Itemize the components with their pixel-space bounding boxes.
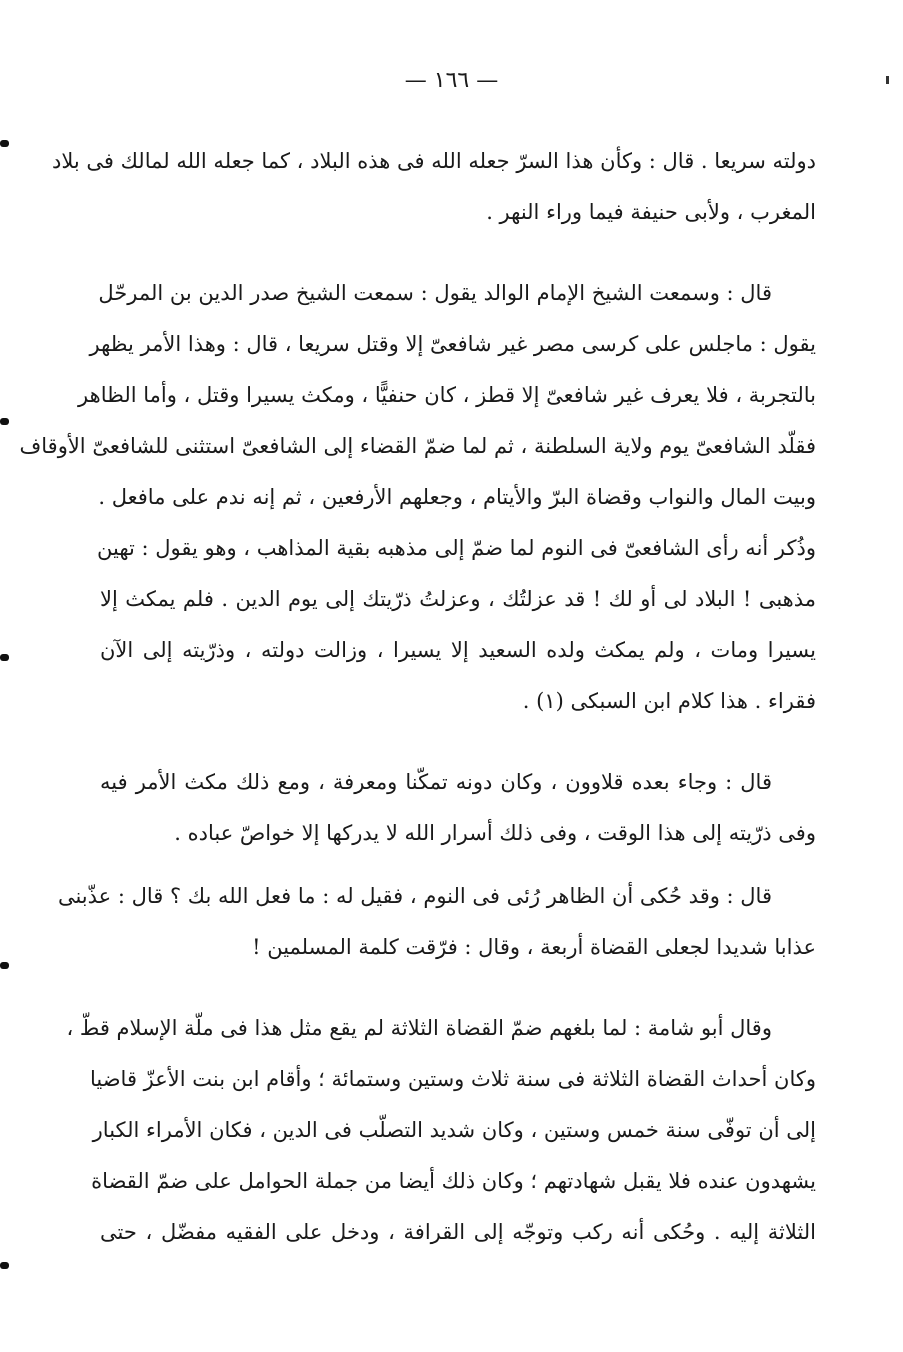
text-line: مذهبى ! البلاد لى أو لك ! قد عزلتُك ، وعزلتُ ذرّيتك إلى يوم الدين . فلم يمكث إلا: [100, 587, 816, 611]
text-line: فقلّد الشافعىّ يوم ولاية السلطنة ، ثم لما ضمّ القضاء إلى الشافعىّ استثنى للشافعىّ الأوقاف: [19, 434, 816, 458]
paragraph: [66, 1003, 816, 1258]
binding-mark: [0, 1262, 9, 1269]
text-line: وذُكر أنه رأى الشافعىّ فى النوم لما ضمّ إلى مذهبه بقية المذاهب ، وهو يقول : تهين: [97, 536, 816, 560]
body-text: [19, 136, 816, 1258]
text-line: يشهدون عنده فلا يقبل شهادتهم ؛ وكان ذلك أيضا من جملة الحوامل على ضمّ القضاة: [91, 1169, 816, 1193]
binding-mark: [0, 654, 9, 661]
scan-speck: [886, 76, 889, 84]
text-line: وبيت المال والنواب وقضاة البرّ والأيتام ، وجعلهم الأرفعين ، ثم إنه ندم على مافعل .: [98, 485, 816, 509]
paragraph: [57, 871, 816, 973]
text-line: وكان أحداث القضاة الثلاثة فى سنة ثلاث وستين وستمائة ؛ وأقام ابن بنت الأعزّ قاضيا: [89, 1067, 816, 1091]
text-line: قال : وسمعت الشيخ الإمام الوالد يقول : سمعت الشيخ صدر الدين بن المرحّل: [98, 281, 772, 305]
paragraph-gap: [100, 238, 816, 268]
paragraph-gap: [100, 727, 816, 757]
text-line: المغرب ، ولأبى حنيفة فيما وراء النهر .: [486, 200, 816, 224]
text-line: يسيرا ومات ، ولم يمكث ولده السعيد إلا يسيرا ، وزالت دولته ، وذرّيته إلى الآن: [100, 638, 816, 662]
paragraph-gap: [100, 859, 816, 871]
paragraph-gap: [100, 973, 816, 1003]
binding-mark: [0, 962, 9, 969]
text-line: فقراء . هذا كلام ابن السبكى (١) .: [522, 689, 816, 713]
paragraph: [51, 136, 816, 238]
paragraph: [100, 757, 816, 859]
binding-mark: [0, 140, 9, 147]
text-line: قال : وجاء بعده قلاوون ، وكان دونه تمكّنا ومعرفة ، ومع ذلك مكث الأمر فيه: [100, 770, 772, 794]
paragraph: [19, 268, 816, 727]
text-line: عذابا شديدا لجعلى القضاة أربعة ، وقال : فرّقت كلمة المسلمين !: [252, 935, 816, 959]
text-line: دولته سريعا . قال : وكأن هذا السرّ جعله الله فى هذه البلاد ، كما جعله الله لمالك فى بلاد: [51, 149, 816, 173]
text-line: إلى أن توفّى سنة خمس وستين ، وكان شديد التصلّب فى الدين ، فكان الأمراء الكبار: [92, 1118, 816, 1142]
text-line: الثلاثة إليه . وحُكى أنه ركب وتوجّه إلى القرافة ، ودخل على الفقيه مفضّل ، حتى: [100, 1220, 816, 1244]
binding-mark: [0, 418, 9, 425]
text-line: وفى ذرّيته إلى هذا الوقت ، وفى ذلك أسرار الله لا يدركها إلا خواصّ عباده .: [174, 821, 816, 845]
text-line: بالتجربة ، فلا يعرف غير شافعىّ إلا قطز ، كان حنفيًّا ، ومكث يسيرا وقتل ، وأما الظاهر: [78, 383, 816, 407]
page-number: — ١٦٦ —: [404, 68, 499, 93]
text-line: يقول : ماجلس على كرسى مصر غير شافعىّ إلا وقتل سريعا ، قال : وهذا الأمر يظهر: [89, 332, 816, 356]
text-line: قال : وقد حُكى أن الظاهر رُئى فى النوم ، فقيل له : ما فعل الله بك ؟ قال : عذّبنى: [57, 884, 772, 908]
text-line: وقال أبو شامة : لما بلغهم ضمّ القضاة الثلاثة لم يقع مثل هذا فى ملّة الإسلام قطّ ،: [66, 1016, 772, 1040]
